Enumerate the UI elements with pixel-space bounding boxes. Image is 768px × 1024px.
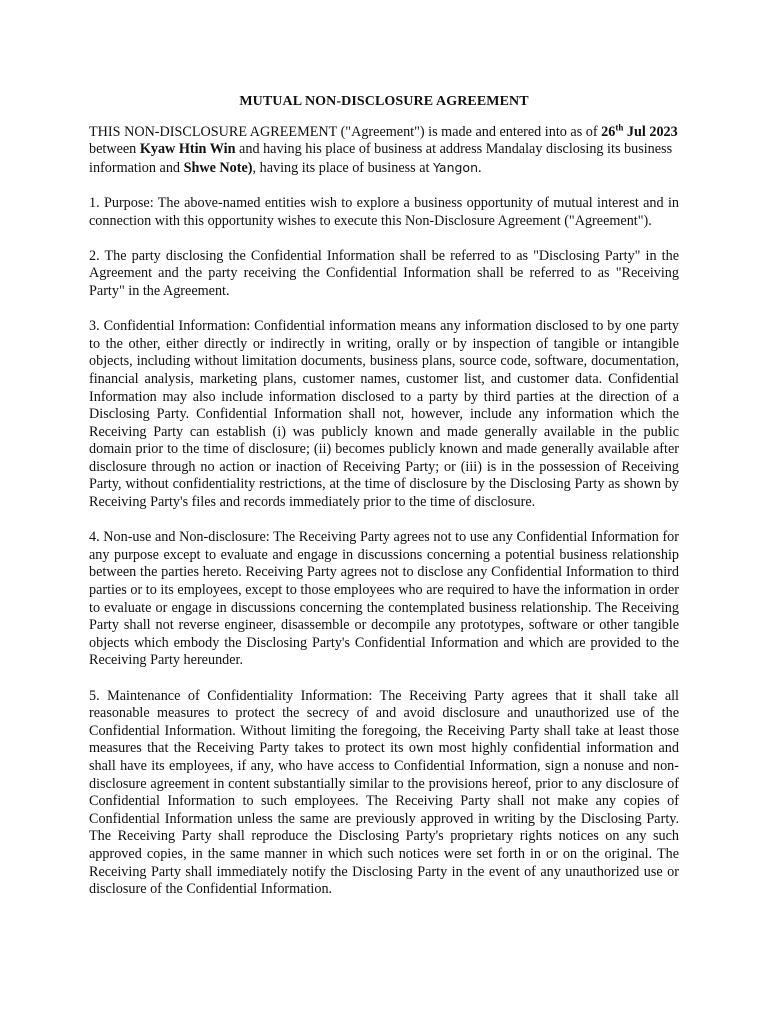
clause-parties: 2. The party disclosing the Confidential Information shall be referred to as "Disclosing Party" in the Agreement and the party receiving the Confidential Information shall be referred to as "Receiving Party" in the Agreement. bbox=[89, 247, 679, 299]
intro-between: between bbox=[89, 141, 140, 158]
agreement-date bbox=[601, 121, 678, 140]
date-suffix: th bbox=[615, 121, 624, 132]
intro-after-party-two: , having its place of business at bbox=[252, 159, 433, 176]
party-two-text: Shwe Note bbox=[183, 159, 248, 176]
document-page bbox=[89, 93, 679, 916]
date-month-year: Jul 2023 bbox=[623, 123, 678, 140]
place-name: Yangon bbox=[433, 159, 479, 175]
party-two-name bbox=[184, 160, 253, 176]
intro-paragraph bbox=[89, 121, 679, 178]
clause-purpose: 1. Purpose: The above-named entities wish to explore a business opportunity of mutual interest and in connection with this opportunity wishes to execute this Non-Disclosure Agreement ("Agreement"). bbox=[89, 194, 679, 229]
date-day: 26 bbox=[601, 123, 616, 140]
clause-non-use: 4. Non-use and Non-disclosure: The Receiving Party agrees not to use any Confidential Information for any purpose except to evaluate and engage in discussions concerning a potential business relationship between the parties hereto. Receiving Party agrees not to disclose any Confidential Information to third parties or to its employees, except to those employees who are required to have the information in order to evaluate or engage in discussions concerning the contemplated business relationship. The Receiving Party shall not reverse engineer, disassemble or decompile any prototypes, software or other tangible objects which embody the Disclosing Party's Confidential Information and which are provided to the Receiving Party hereunder. bbox=[89, 529, 679, 669]
intro-middle: and having his place of business at address Mandalay disclosing its business information and bbox=[89, 141, 673, 176]
clause-maintenance: 5. Maintenance of Confidentiality Information: The Receiving Party agrees that it shall take all reasonable measures to protect the secrecy of and avoid disclosure and unauthorized use of the Confidential Information. Without limiting the foregoing, the Receiving Party shall take at least those measures that the Receiving Party takes to protect its own most highly confidential information and shall have its employees, if any, who have access to Confidential Information, sign a nonuse and non-disclosure agreement in content substantially similar to the provisions hereof, prior to any disclosure of Confidential Information to such employees. The Receiving Party shall not make any copies of Confidential Information unless the same are previously approved in writing by the Disclosing Party. The Receiving Party shall reproduce the Disclosing Party's proprietary rights notices on any such approved copies, in the same manner in which such notices were set forth in or on the original. The Receiving Party shall immediately notify the Disclosing Party in the event of any unauthorized use or disclosure of the Confidential Information. bbox=[89, 687, 679, 898]
clause-confidential-information: 3. Confidential Information: Confidential information means any information disclosed to by one party to the other, either directly or indirectly in writing, orally or by inspection of tangible or intangible objects, including without limitation documents, business plans, source code, software, documentation, financial analysis, marketing plans, customer names, customer list, and customer data. Confidential Information may also include information disclosed to a party by third parties at the direction of a Disclosing Party. Confidential Information shall not, however, include any information which the Receiving Party can establish (i) was publicly known and made generally available in the public domain prior to the time of disclosure; (ii) becomes publicly known and made generally available after disclosure through no action or inaction of Receiving Party; or (iii) is in the possession of Receiving Party, without confidentiality restrictions, at the time of disclosure by the Disclosing Party as shown by Receiving Party's files and records immediately prior to the time of disclosure. bbox=[89, 318, 679, 511]
document-title: MUTUAL NON-DISCLOSURE AGREEMENT bbox=[239, 94, 529, 109]
party-one-name: Kyaw Htin Win bbox=[139, 141, 236, 158]
intro-end: . bbox=[478, 159, 482, 176]
intro-lead: THIS NON-DISCLOSURE AGREEMENT ("Agreement") is made and entered into as of bbox=[89, 123, 602, 140]
party-two-close: ) bbox=[247, 159, 253, 176]
